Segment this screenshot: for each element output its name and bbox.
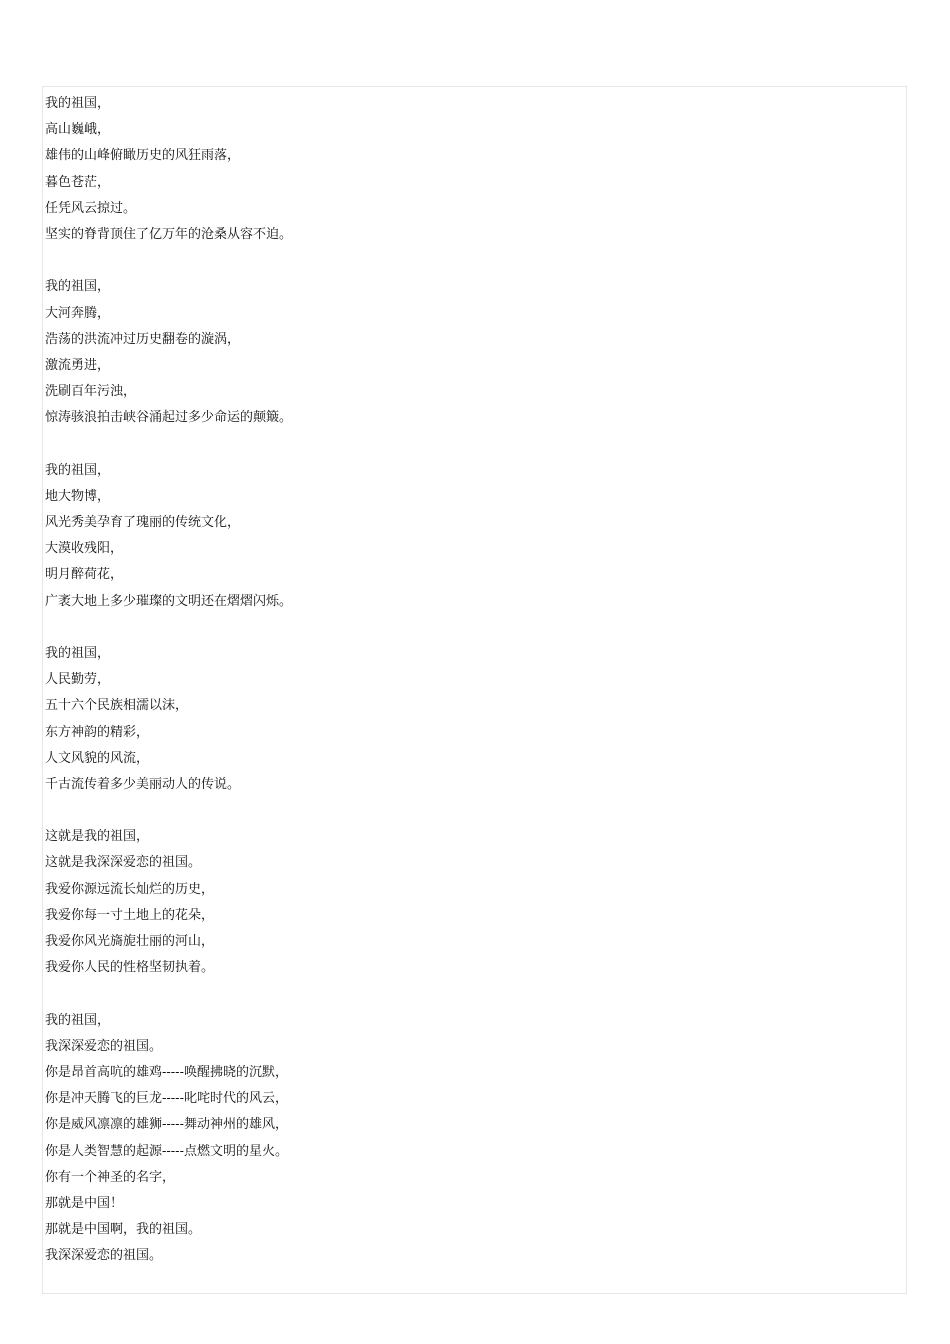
- stanza: [45, 641, 885, 798]
- stanza: [45, 824, 885, 981]
- poem-line: 大河奔腾，: [45, 305, 111, 321]
- poem-line: 浩荡的洪流冲过历史翻卷的漩涡，: [45, 331, 241, 347]
- poem-line: 那就是中国啊，我的祖国。: [45, 1222, 202, 1238]
- poem-line: 你是人类智慧的起源-----点燃文明的星火。: [45, 1143, 288, 1159]
- poem-line: 那就是中国！: [45, 1195, 124, 1211]
- poem-line: 雄伟的山峰俯瞰历史的风狂雨落，: [45, 148, 241, 164]
- poem-line: 东方神韵的精彩，: [45, 724, 150, 740]
- poem-line: 我爱你人民的性格坚韧执着。: [45, 960, 215, 976]
- stanza: [45, 91, 885, 248]
- poem-line: 高山巍峨，: [45, 122, 111, 138]
- poem-line: 你有一个神圣的名字，: [45, 1169, 176, 1185]
- poem-line: 我的祖国，: [45, 1012, 111, 1028]
- poem-line: 我的祖国，: [45, 645, 111, 661]
- poem-line: 这就是我的祖国，: [45, 829, 150, 845]
- stanza: [45, 1008, 885, 1270]
- poem-line: 我的祖国，: [45, 279, 111, 295]
- poem-line: 我爱你每一寸土地上的花朵，: [45, 907, 215, 923]
- poem-line: 惊涛骇浪拍击峡谷涌起过多少命运的颠簸。: [45, 410, 293, 426]
- poem-body: [45, 91, 885, 1296]
- poem-line: 你是威风凛凛的雄狮-----舞动神州的雄风，: [45, 1117, 288, 1133]
- poem-line: 我的祖国，: [45, 462, 111, 478]
- poem-line: 人文风貌的风流，: [45, 750, 150, 766]
- poem-line: 你是冲天腾飞的巨龙-----叱咤时代的风云，: [45, 1091, 288, 1107]
- poem-line: 五十六个民族相濡以沫，: [45, 698, 189, 714]
- poem-line: 坚实的脊背顶住了亿万年的沧桑从容不迫。: [45, 226, 293, 242]
- poem-line: 人民勤劳，: [45, 672, 111, 688]
- poem-line: 我深深爱恋的祖国。: [45, 1038, 163, 1054]
- stanza: [45, 458, 885, 615]
- stanza: [45, 274, 885, 431]
- poem-line: 千古流传着多少美丽动人的传说。: [45, 776, 241, 792]
- poem-line: 这就是我深深爱恋的祖国。: [45, 855, 202, 871]
- poem-line: 我爱你源远流长灿烂的历史，: [45, 881, 215, 897]
- poem-line: 你是昂首高吭的雄鸡-----唤醒拂晓的沉默，: [45, 1064, 288, 1080]
- poem-line: 明月醉荷花，: [45, 567, 124, 583]
- poem-line: 我深深爱恋的祖国。: [45, 1248, 163, 1264]
- poem-line: 风光秀美孕育了瑰丽的传统文化，: [45, 515, 241, 530]
- poem-line: 暮色苍茫，: [45, 174, 111, 190]
- poem-line: 我爱你风光旖旎壮丽的河山，: [45, 934, 215, 949]
- poem-line: 地大物博，: [45, 488, 111, 504]
- poem-line: 大漠收残阳，: [45, 541, 124, 557]
- poem-line: 洗刷百年污浊，: [45, 384, 137, 400]
- poem-line: 我的祖国，: [45, 96, 111, 111]
- poem-line: 任凭风云掠过。: [45, 200, 137, 216]
- poem-line: 激流勇进，: [45, 357, 111, 373]
- poem-line: 广袤大地上多少璀璨的文明还在熠熠闪烁。: [45, 593, 293, 609]
